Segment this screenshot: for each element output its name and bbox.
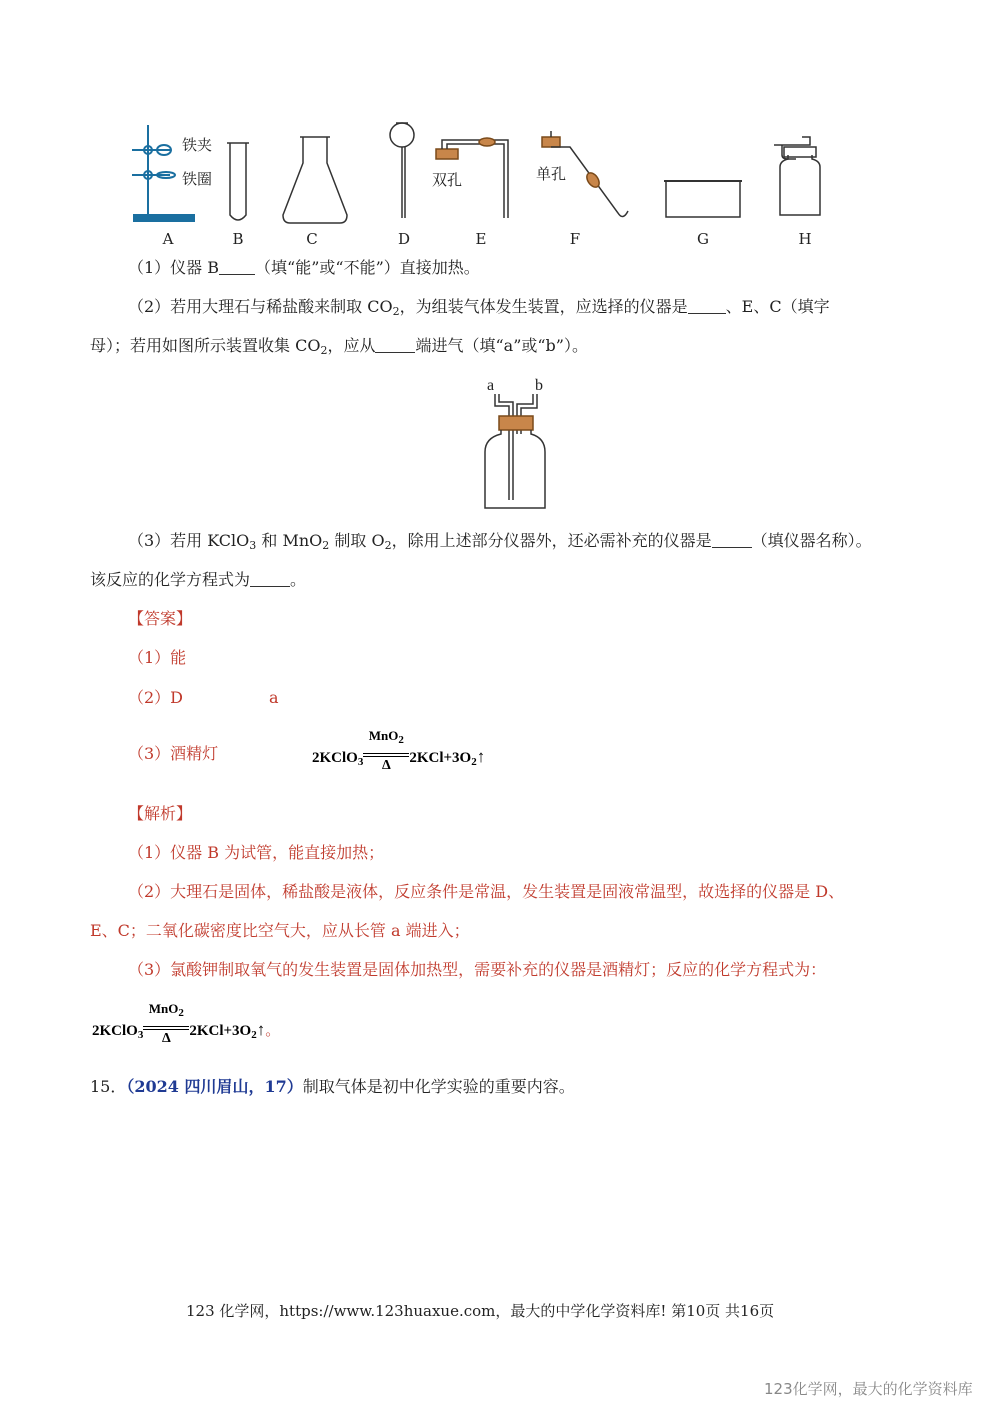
gas-collection-bottle — [475, 372, 555, 517]
answer-2-b: a — [269, 688, 279, 707]
iron-ring-label: 铁圈 — [182, 170, 213, 188]
analysis-line-2: （2）大理石是固体，稀盐酸是液体，反应条件是常温，发生装置是固液常温型，故选择的仪器是 D、 — [128, 882, 845, 901]
answer-equation: 2KClO$_3$ $\frac{MnO_2}{\Delta}$ $2KCl+3O_2↑$ — [312, 728, 486, 773]
apparatus-letter-d: D — [397, 230, 411, 248]
apparatus-letter-a: A — [162, 230, 174, 248]
apparatus-letter-g: G — [697, 230, 709, 248]
answer-heading: 【答案】 — [128, 609, 193, 628]
double-hole-label: 双孔 — [432, 171, 463, 189]
question-3-line-1: （3）若用 KClO$_3$ 和 MnO$_2$ 制取 $O_2$，除用上述部分仪器外，还必需补充的仪器是 （填仪器名称）。 — [128, 531, 872, 552]
apparatus-d-separatory-funnel — [390, 123, 414, 218]
question-2-line-2: 母）；若用如图所示装置收集 $CO_2$，应从 端进气（填“a”或“b”）。 — [90, 336, 588, 357]
apparatus-b-test-tube — [230, 143, 246, 220]
apparatus-letter-h: H — [798, 230, 812, 248]
bottle-label-a: a — [487, 377, 495, 394]
single-hole-label: 单孔 — [536, 165, 567, 183]
answer-2: （2）D — [128, 688, 184, 707]
page-footer: 123 化学网，https://www.123huaxue.com，最大的中学化学资料库! 第10页 共16页 — [186, 1302, 775, 1320]
question-15: 15．（2024 四川眉山，17）制取气体是初中化学实验的重要内容。 — [90, 1077, 575, 1096]
analysis-heading: 【解析】 — [128, 804, 193, 823]
bottle-label-b: b — [535, 377, 543, 394]
analysis-line-1: （1）仪器 B 为试管，能直接加热； — [128, 843, 385, 862]
analysis-line-4: （3）氯酸钾制取氧气的发生装置是固体加热型，需要补充的仪器是酒精灯；反应的化学方程式为： — [128, 960, 827, 979]
answer-1: （1）能 — [128, 648, 187, 667]
apparatus-letter-c: C — [306, 230, 318, 248]
apparatus-figure — [120, 115, 840, 230]
iron-clamp-label: 铁夹 — [182, 136, 213, 154]
apparatus-letter-e: E — [475, 230, 487, 248]
watermark: 123化学网，最大的化学资料库 — [764, 1380, 973, 1398]
analysis-equation: 2KClO$_3$ $\frac{MnO_2}{\Delta}$ $2KCl+3O_2↑$。 — [92, 1001, 281, 1046]
apparatus-letter-f: F — [569, 230, 581, 248]
question-1: （1）仪器 B （填“能”或“不能”）直接加热。 — [128, 258, 480, 277]
apparatus-h-reagent-bottle — [774, 137, 820, 215]
apparatus-g-water-trough — [666, 181, 740, 217]
apparatus-letter-b: B — [232, 230, 244, 248]
apparatus-c-conical-flask — [283, 137, 347, 223]
question-2-line-1: （2）若用大理石与稀盐酸来制取 $CO_2$，为组装气体发生装置，应选择的仪器是 、E、C（填字 — [128, 297, 830, 318]
analysis-line-3: E、C；二氧化碳密度比空气大，应从长管 a 端进入； — [90, 921, 470, 940]
question-3-line-2: 该反应的化学方程式为 。 — [90, 570, 307, 589]
answer-3: （3）酒精灯 — [128, 744, 219, 763]
